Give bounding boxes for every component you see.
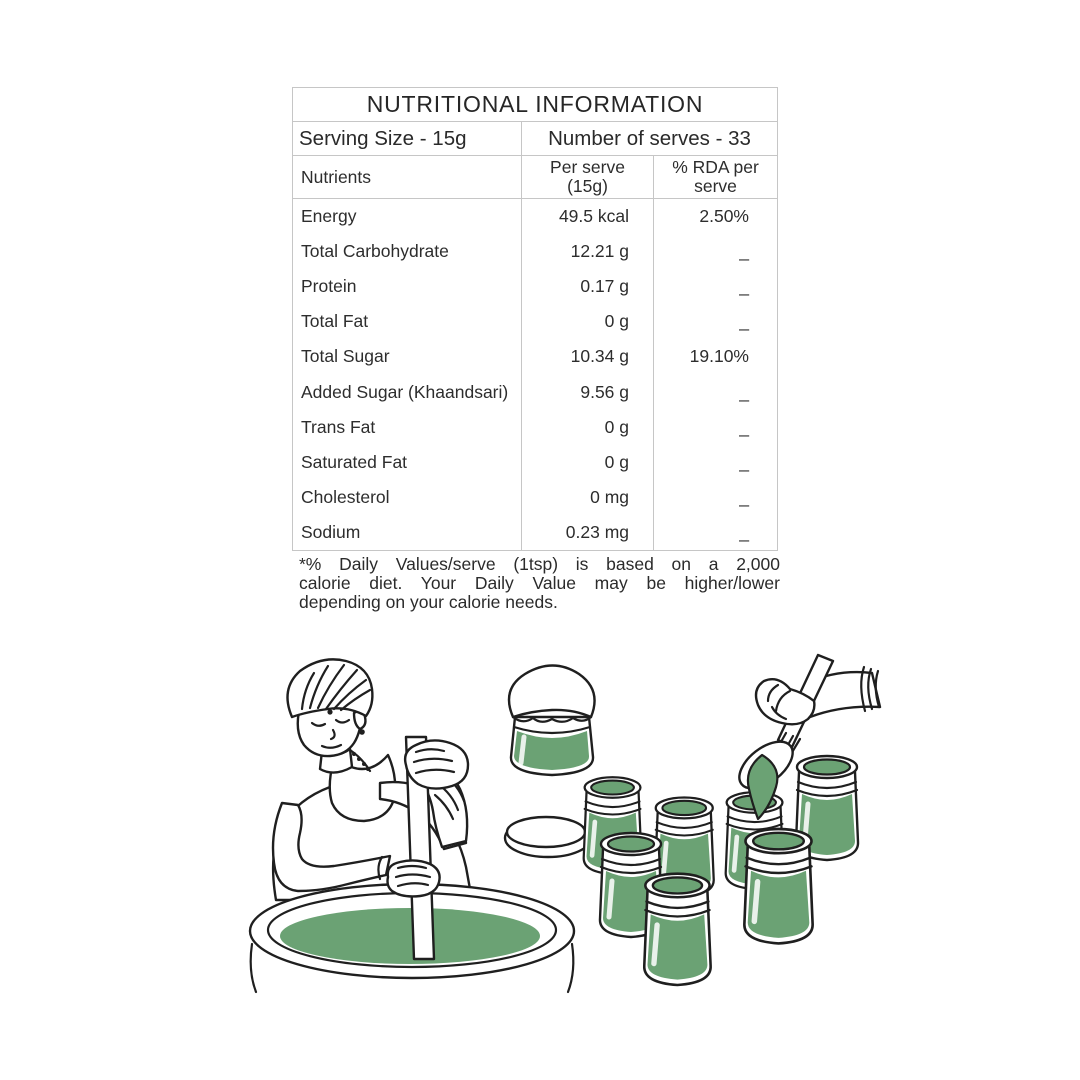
rda-value: _: [739, 311, 749, 332]
necklace-bead: [357, 757, 361, 761]
per-serve-value: 49.5 kcal: [522, 199, 654, 234]
nutrient-name: Protein: [293, 269, 522, 304]
rda-value: _: [739, 241, 749, 262]
nutrients-table: [292, 155, 778, 551]
footnote-line-3: depending on your calorie needs.: [299, 592, 558, 612]
right-hand-grip: [405, 740, 468, 788]
necklace-bead: [362, 762, 366, 766]
per-serve-value: 9.56 g: [522, 374, 654, 409]
illustration-svg: [230, 653, 885, 1015]
per-serve-header-line1: Per serve: [550, 157, 625, 177]
table-title: NUTRITIONAL INFORMATION: [292, 87, 778, 122]
pot-jaggery-surface: [280, 908, 540, 964]
rda-value: 2.50%: [699, 206, 749, 227]
nutrient-name: Cholesterol: [293, 480, 522, 515]
bindi-dot: [327, 709, 332, 714]
nutrient-name: Added Sugar (Khaandsari): [293, 374, 522, 409]
nutrient-row: [293, 304, 777, 339]
per-serve-value: 0 g: [522, 304, 654, 339]
number-of-serves: Number of serves - 33: [548, 126, 751, 150]
earring: [359, 729, 365, 735]
cloth-cover: [509, 666, 595, 718]
column-headers: [293, 156, 777, 199]
cook-cap: [288, 659, 373, 717]
nutrient-row: [293, 269, 777, 304]
nutrient-row: [293, 410, 777, 445]
per-serve-value: 0 g: [522, 410, 654, 445]
pot-wall-left: [251, 944, 256, 992]
nutrient-name: Sodium: [293, 515, 522, 550]
nutrient-name: Total Fat: [293, 304, 522, 339]
rda-value: _: [739, 381, 749, 402]
rda-value: _: [739, 416, 749, 437]
rda-value: _: [739, 521, 749, 542]
cloth-covered-jar: [509, 666, 595, 776]
nutrient-row: [293, 515, 777, 550]
per-serve-value: 0.17 g: [522, 269, 654, 304]
nutrient-row: [293, 480, 777, 515]
col-header-nutrients: Nutrients: [293, 156, 522, 198]
col-header-per-serve: [522, 156, 654, 198]
per-serve-value: 0 g: [522, 445, 654, 480]
jar-lid: [505, 817, 591, 857]
jar: [744, 829, 812, 943]
per-serve-header-line2: (15g): [567, 176, 608, 196]
per-serve-value: 0 mg: [522, 480, 654, 515]
serving-row: [292, 121, 778, 156]
necklace-bead: [352, 752, 356, 756]
nutrient-name: Total Sugar: [293, 339, 522, 374]
per-serve-value: 10.34 g: [522, 339, 654, 374]
rda-header-line1: % RDA per: [672, 157, 759, 177]
rda-value: _: [739, 276, 749, 297]
nutrient-row: [293, 234, 777, 269]
jar: [644, 874, 710, 985]
per-serve-value: 0.23 mg: [522, 515, 654, 550]
nutrient-name: Total Carbohydrate: [293, 234, 522, 269]
rda-value: _: [739, 451, 749, 472]
footnote-line-2: calorie diet. Your Daily Value may be higher/lower: [299, 573, 780, 593]
pot-wall-right: [568, 944, 573, 992]
nutrient-rows: [293, 199, 777, 550]
nutrient-name: Saturated Fat: [293, 445, 522, 480]
nutrient-name: Energy: [293, 199, 522, 234]
col-header-rda: [654, 156, 777, 198]
nutrient-row: [293, 445, 777, 480]
nutrient-name: Trans Fat: [293, 410, 522, 445]
rda-value: _: [739, 486, 749, 507]
daily-value-footnote: [299, 555, 780, 612]
footnote-line-1: *% Daily Values/serve (1tsp) is based on a 2,000: [299, 554, 780, 574]
nutrient-row: [293, 199, 777, 234]
jar-cluster: [584, 756, 858, 985]
nutrient-row: [293, 339, 777, 374]
serving-size: Serving Size - 15g: [293, 122, 522, 155]
necklace-bead: [366, 767, 370, 771]
production-illustration: [230, 653, 885, 1015]
rda-header-line2: serve: [694, 176, 737, 196]
rda-value: 19.10%: [689, 346, 749, 367]
per-serve-value: 12.21 g: [522, 234, 654, 269]
nutrient-row: [293, 374, 777, 409]
